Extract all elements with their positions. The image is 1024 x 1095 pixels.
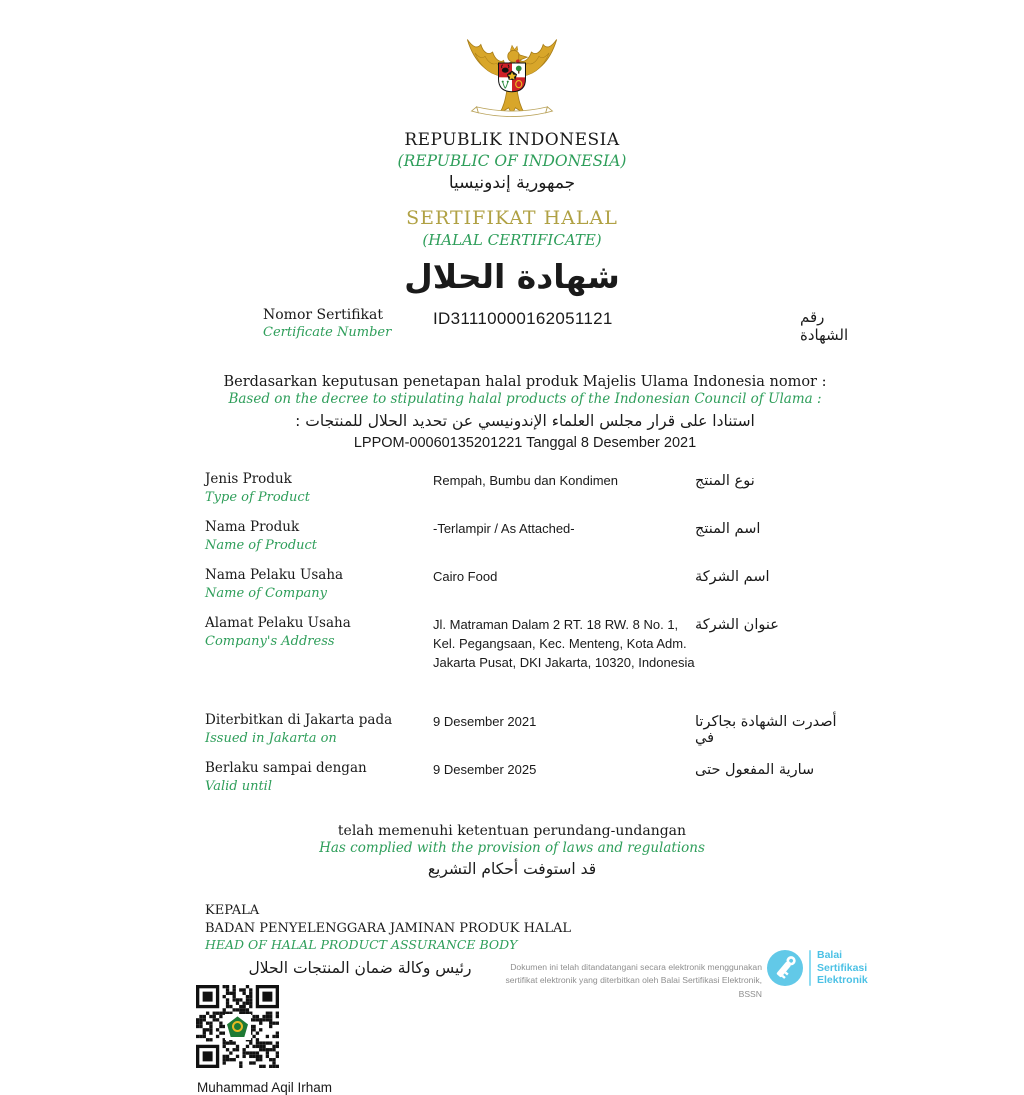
compliance-line-en: Has complied with the provision of laws and regulations [319, 840, 705, 857]
field-label-ar: نوع المنتج [695, 473, 755, 489]
field-label-en: Company's Address [205, 633, 335, 649]
halal-certificate-document [0, 24, 1024, 1095]
cert-number-label-ar: رقم الشهادة [800, 308, 849, 344]
field-row-company-name [205, 567, 845, 602]
field-label-ar: عنوان الشركة [695, 616, 779, 633]
field-label-id: Alamat Pelaku Usaha [205, 614, 351, 631]
compliance-statement [0, 823, 1024, 878]
decree-line-ar: استنادا على قرار مجلس العلماء الإندونيسي عن تحديد الحلال للمنتجات : [295, 412, 755, 430]
field-label-en: Valid until [205, 779, 272, 795]
electronic-signature-disclaimer: Dokumen ini telah ditandatangani secara elektronik menggunakan sertifikat elektronik yang diterbitkan oleh Balai Sertifikasi Elektronik, BSSN [505, 962, 762, 999]
field-label-id: Nama Pelaku Usaha [205, 566, 344, 583]
logo-divider [809, 950, 811, 986]
field-label-en: Type of Product [205, 489, 310, 505]
field-label-id: Diterbitkan di Jakarta pada [205, 712, 393, 729]
field-label-en: Issued in Jakarta on [205, 731, 337, 747]
certificate-title-english: (HALAL CERTIFICATE) [422, 231, 602, 249]
country-name-arabic: جمهورية إندونيسيا [448, 173, 576, 193]
field-row-product-name [205, 519, 845, 554]
field-value: Rempah, Bumbu dan Kondimen [433, 473, 619, 488]
field-row-company-address [205, 615, 845, 673]
field-row-valid-until [205, 760, 845, 795]
field-value: 9 Desember 2025 [433, 762, 537, 778]
field-value: -Terlampir / As Attached- [433, 520, 575, 536]
decree-line-en: Based on the decree to stipulating halal products of the Indonesian Council of Ulama : [228, 391, 822, 407]
bse-text-line3: Elektronik [817, 974, 868, 987]
field-label-ar: اسم الشركة [695, 568, 770, 585]
key-icon [766, 949, 804, 987]
bse-text-line2: Sertifikasi [817, 961, 868, 974]
certificate-title-arabic: شهادة الحلال [404, 257, 620, 296]
garuda-pancasila-emblem-icon [453, 24, 571, 124]
bse-text-line1: Balai [817, 949, 843, 962]
field-label-ar: أصدرت الشهادة بجاكرتا في [695, 714, 837, 747]
field-value: 9 Desember 2021 [433, 714, 537, 730]
field-label-id: Berlaku sampai dengan [205, 760, 367, 777]
field-label-en: Name of Product [205, 537, 318, 553]
certificate-number-row [205, 306, 849, 344]
country-name-english: (REPUBLIC OF INDONESIA) [397, 152, 627, 170]
kemenag-logo-icon [225, 1014, 251, 1040]
decree-statement [205, 374, 845, 451]
field-label-id: Jenis Produk [205, 471, 292, 487]
cert-number-label-en: Certificate Number [263, 325, 392, 341]
signatory-name: Muhammad Aqil Irham [197, 1080, 333, 1095]
certificate-fields [205, 471, 845, 795]
compliance-line-id: telah memenuhi ketentuan perundang-undangan [337, 823, 687, 840]
decree-number-line: LPPOM-00060135201221 Tanggal 8 Desember 2021 [353, 435, 697, 451]
field-row-product-type [205, 471, 845, 506]
field-label-ar: اسم المنتج [695, 520, 761, 537]
field-value: Cairo Food [433, 568, 498, 584]
signatory-title-arabic: رئيس وكالة ضمان المنتجات الحلال [248, 959, 472, 978]
field-row-issue-date [205, 712, 845, 747]
field-label-ar: سارية المفعول حتى [695, 762, 815, 779]
cert-number-label-id: Nomor Sertifikat [263, 307, 383, 323]
field-value: Jl. Matraman Dalam 2 RT. 18 RW. 8 No. 1, Kel. Pegangsaan, Kec. Menteng, Kota Adm. Jakarta Pusat, DKI Jakarta, 10320, Indonesia [433, 616, 695, 670]
certificate-number-value: ID31110000162051121 [433, 309, 613, 328]
certificate-header [0, 24, 1024, 296]
signatory-title-english: HEAD OF HALAL PRODUCT ASSURANCE BODY [205, 937, 518, 953]
compliance-line-ar: قد استوفت أحكام التشريع [427, 860, 597, 879]
field-label-en: Name of Company [205, 585, 327, 601]
signatory-title-line2: BADAN PENYELENGGARA JAMINAN PRODUK HALAL [205, 920, 572, 936]
decree-line-id: Berdasarkan keputusan penetapan halal produk Majelis Ulama Indonesia nomor : [223, 374, 827, 390]
signatory-title-line1: KEPALA [205, 903, 260, 919]
balai-sertifikasi-elektronik-logo [766, 949, 868, 987]
certificate-title: SERTIFIKAT HALAL [406, 207, 618, 229]
country-name: REPUBLIK INDONESIA [404, 130, 620, 150]
digital-signature-qr-code [196, 985, 279, 1068]
field-label-id: Nama Produk [205, 518, 300, 535]
